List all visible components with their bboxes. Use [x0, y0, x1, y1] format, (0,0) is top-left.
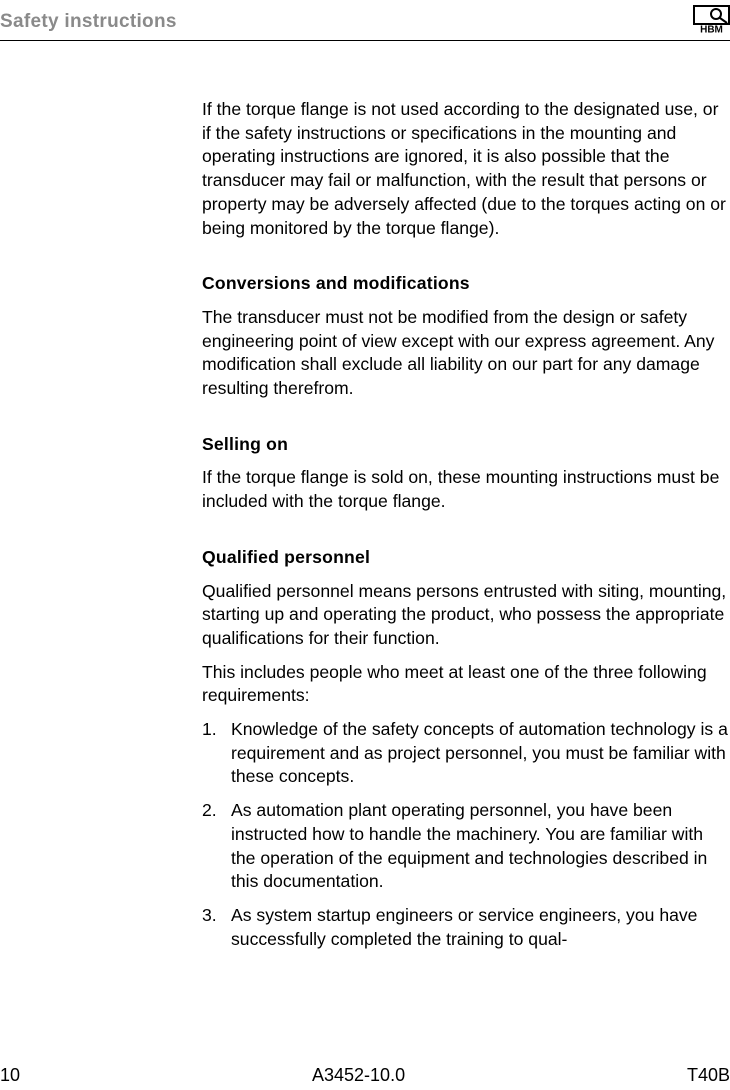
- intro-paragraph: If the torque flange is not used according to the designated use, or if the safety instructions or specifications in the mounting and operating instructions are ignored, it is also possible that the transducer may fail or malfunction, with the result that persons or property may be adversely affected (due to the torques acting on or being monitored by the torque flange).: [202, 99, 726, 238]
- list-item: [202, 904, 730, 951]
- svg-text:HBM: HBM: [700, 24, 723, 33]
- list-item: [202, 799, 730, 894]
- list-item-number: 3.: [202, 904, 217, 925]
- qualified-personnel-paragraph: Qualified personnel means persons entrusted with siting, mounting, starting up and operating the product, who possess the appropriate qualifications for their function.: [202, 580, 727, 648]
- list-item-text: Knowledge of the safety concepts of automation technology is a requirement and as project personnel, you must be familiar with these concepts.: [231, 719, 728, 787]
- list-item-number: 2.: [202, 800, 217, 821]
- selling-on-paragraph: If the torque flange is sold on, these mounting instructions must be included with the torque flange.: [202, 467, 720, 512]
- footer-doc-number: A3452-10.0: [312, 1065, 406, 1085]
- hbm-logo: [693, 5, 730, 33]
- list-item: [202, 718, 730, 789]
- main-content: [202, 98, 730, 961]
- footer-model: T40B: [686, 1065, 730, 1085]
- requirements-intro-paragraph: This includes people who meet at least one of the three following requirements:: [202, 661, 707, 706]
- list-item-text: As automation plant operating personnel, you have been instructed how to handle the machinery. You are familiar with the operation of the equipment and technologies described in this documentation.: [231, 800, 708, 892]
- list-item-number: 1.: [202, 719, 217, 740]
- list-item-text: As system startup engineers or service engineers, you have successfully completed the training to qual-: [231, 904, 698, 949]
- requirements-list: [202, 718, 730, 951]
- section-heading-selling-on: Selling on: [202, 433, 289, 454]
- section-heading-conversions: Conversions and modifications: [202, 273, 470, 294]
- page-header-title: Safety instructions: [0, 11, 177, 32]
- conversions-paragraph: The transducer must not be modified from the design or safety engineering point of view except with our express agreement. Any modification shall exclude all liability on our part for any damage resulting therefrom.: [202, 306, 715, 399]
- footer-page-number: 10: [0, 1065, 21, 1085]
- header-divider: [0, 40, 730, 41]
- section-heading-qualified-personnel: Qualified personnel: [202, 546, 371, 567]
